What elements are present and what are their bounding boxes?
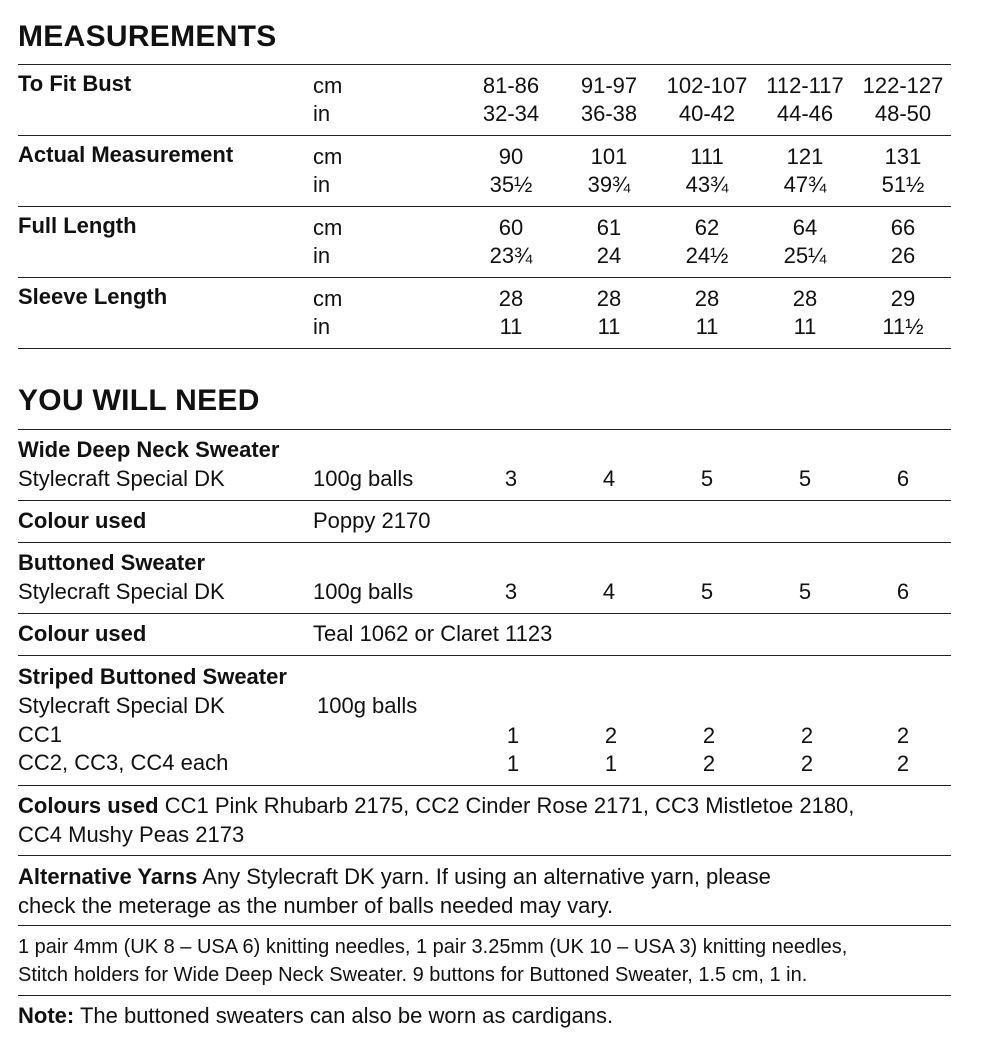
rule <box>18 655 951 656</box>
ball-count: 2 <box>896 751 910 776</box>
ball-count: 5 <box>798 466 812 491</box>
value-cell: 11 <box>499 314 523 339</box>
section-title: Wide Deep Neck Sweater <box>18 437 280 462</box>
needles-line1: 1 pair 4mm (UK 8 – USA 6) knitting needles, 1 pair 3.25mm (UK 10 – USA 3) knitting needles, <box>18 936 848 958</box>
unit-cm: cm <box>313 286 343 311</box>
yarn-unit: 100g balls <box>317 693 418 718</box>
value-cell: 48-50 <box>874 101 932 126</box>
yarn-name: Stylecraft Special DK <box>18 693 225 718</box>
row-label: Actual Measurement <box>18 142 234 167</box>
ball-count: 4 <box>602 579 616 604</box>
value-cell: 60 <box>498 215 524 240</box>
value-cell: 40-42 <box>678 101 736 126</box>
ball-count: 2 <box>896 723 910 748</box>
value-cell: 32-34 <box>482 101 540 126</box>
value-cell: 43¾ <box>685 172 729 197</box>
value-cell: 28 <box>694 286 720 311</box>
value-cell: 11 <box>793 314 817 339</box>
rule <box>18 613 951 614</box>
value-cell: 24 <box>596 243 622 268</box>
value-cell: 66 <box>890 215 916 240</box>
yarn-unit: 100g balls <box>313 466 414 491</box>
ball-count: 2 <box>604 723 618 748</box>
row-label: Sleeve Length <box>18 284 168 309</box>
colours-used-block <box>18 791 958 849</box>
colour-used-value: Poppy 2170 <box>313 508 431 533</box>
value-cell: 28 <box>498 286 524 311</box>
value-cell: 112-117 <box>766 73 844 98</box>
you-will-need-heading: YOU WILL NEED <box>18 384 260 417</box>
unit-in: in <box>313 314 331 339</box>
rule <box>18 64 951 65</box>
ball-count: 6 <box>896 579 910 604</box>
value-cell: 36-38 <box>580 101 638 126</box>
colour-used-label: Colour used <box>18 508 147 533</box>
value-cell: 121 <box>786 144 824 169</box>
yarn-name: Stylecraft Special DK <box>18 466 225 491</box>
rule <box>18 500 951 501</box>
ball-count: 2 <box>800 751 814 776</box>
note-block <box>18 1001 958 1030</box>
value-cell: 64 <box>792 215 818 240</box>
value-cell: 23¾ <box>489 243 533 268</box>
value-cell: 44-46 <box>776 101 834 126</box>
section-title: Striped Buttoned Sweater <box>18 664 287 689</box>
ball-count: 6 <box>896 466 910 491</box>
ball-count: 5 <box>700 466 714 491</box>
alternative-yarns-line1: Any Stylecraft DK yarn. If using an alternative yarn, please <box>202 864 771 889</box>
needles-block <box>18 933 958 989</box>
colour-used-value: Teal 1062 or Claret 1123 <box>313 621 553 646</box>
value-cell: 24½ <box>685 243 729 268</box>
unit-cm: cm <box>313 215 343 240</box>
ball-count: 3 <box>504 579 518 604</box>
measurements-heading: MEASUREMENTS <box>18 20 277 53</box>
cc1-label: CC1 <box>18 722 63 747</box>
rule <box>18 995 951 996</box>
value-cell: 102-107 <box>666 73 748 98</box>
unit-cm: cm <box>313 73 343 98</box>
row-label: Full Length <box>18 213 137 238</box>
value-cell: 91-97 <box>580 73 638 98</box>
value-cell: 28 <box>596 286 622 311</box>
colours-used-label: Colours used <box>18 793 159 818</box>
value-cell: 62 <box>694 215 720 240</box>
note-text: The buttoned sweaters can also be worn as cardigans. <box>79 1003 614 1028</box>
ball-count: 4 <box>602 466 616 491</box>
rule <box>18 855 951 856</box>
value-cell: 35½ <box>489 172 533 197</box>
rule <box>18 277 951 278</box>
rule <box>18 542 951 543</box>
value-cell: 25¼ <box>783 243 827 268</box>
unit-in: in <box>313 101 331 126</box>
value-cell: 11½ <box>882 314 924 339</box>
rule <box>18 348 951 349</box>
unit-cm: cm <box>313 144 343 169</box>
value-cell: 11 <box>597 314 621 339</box>
alternative-yarns-block <box>18 862 958 920</box>
row-label: To Fit Bust <box>18 71 132 96</box>
cc234-label: CC2, CC3, CC4 each <box>18 750 229 775</box>
value-cell: 51½ <box>881 172 925 197</box>
value-cell: 28 <box>792 286 818 311</box>
ball-count: 2 <box>702 723 716 748</box>
unit-in: in <box>313 243 331 268</box>
alternative-yarns-label: Alternative Yarns <box>18 864 198 889</box>
ball-count: 1 <box>506 751 520 776</box>
ball-count: 2 <box>702 751 716 776</box>
yarn-unit: 100g balls <box>313 579 414 604</box>
value-cell: 111 <box>690 144 724 169</box>
value-cell: 29 <box>890 286 916 311</box>
ball-count: 1 <box>604 751 618 776</box>
alternative-yarns-line2: check the meterage as the number of balls needed may vary. <box>18 893 614 918</box>
value-cell: 122-127 <box>862 73 944 98</box>
rule <box>18 925 951 926</box>
rule <box>18 135 951 136</box>
ball-count: 2 <box>800 723 814 748</box>
colour-used-label: Colour used <box>18 621 147 646</box>
value-cell: 47¾ <box>783 172 827 197</box>
value-cell: 11 <box>695 314 719 339</box>
colours-used-line2: CC4 Mushy Peas 2173 <box>18 822 245 847</box>
value-cell: 81-86 <box>482 73 540 98</box>
colours-used-line1: CC1 Pink Rhubarb 2175, CC2 Cinder Rose 2171, CC3 Mistletoe 2180, <box>164 793 855 818</box>
yarn-name: Stylecraft Special DK <box>18 579 225 604</box>
rule <box>18 785 951 786</box>
ball-count: 5 <box>700 579 714 604</box>
value-cell: 131 <box>884 144 922 169</box>
section-title: Buttoned Sweater <box>18 550 206 575</box>
value-cell: 90 <box>498 144 524 169</box>
value-cell: 39¾ <box>587 172 631 197</box>
value-cell: 61 <box>596 215 622 240</box>
rule <box>18 206 951 207</box>
ball-count: 5 <box>798 579 812 604</box>
needles-line2: Stitch holders for Wide Deep Neck Sweater. 9 buttons for Buttoned Sweater, 1.5 cm, 1 in. <box>18 964 808 986</box>
unit-in: in <box>313 172 331 197</box>
rule <box>18 429 951 430</box>
note-label: Note: <box>18 1003 75 1028</box>
value-cell: 26 <box>890 243 916 268</box>
value-cell: 101 <box>590 144 628 169</box>
ball-count: 3 <box>504 466 518 491</box>
ball-count: 1 <box>506 723 520 748</box>
